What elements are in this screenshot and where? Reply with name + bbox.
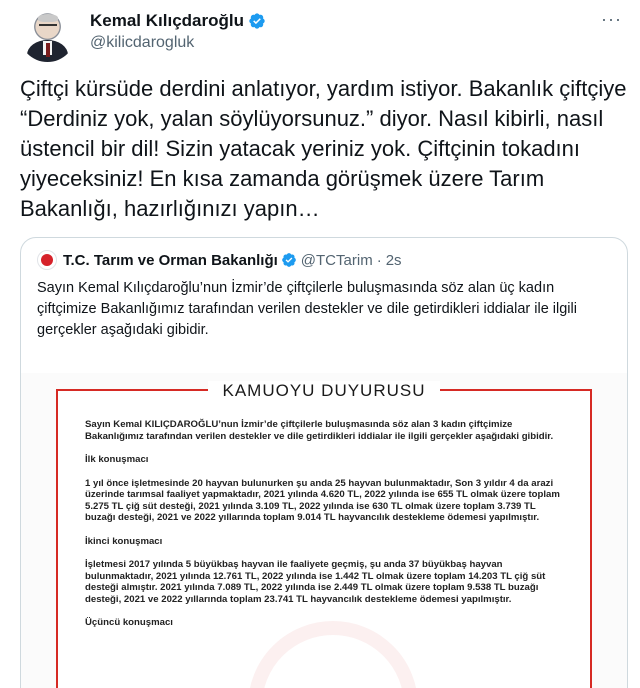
quoted-author-handle: @TCTarim — [300, 251, 373, 269]
quoted-tweet-header — [37, 250, 402, 270]
quoted-author-avatar — [37, 250, 57, 270]
quoted-timestamp: 2s — [385, 251, 402, 269]
speaker-heading: İkinci konuşmacı — [85, 535, 163, 547]
author-avatar[interactable] — [19, 5, 76, 62]
announcement-body — [85, 419, 567, 641]
speaker-heading: İlk konuşmacı — [85, 454, 149, 465]
quoted-tweet[interactable] — [20, 237, 628, 688]
quoted-tweet-text: Sayın Kemal Kılıçdaroğlu’nun İzmir’de çiftçilerle buluşmasında söz alan üç kadın çiftçimize Bakanlığımız tarafından verilen destekler ve dile getirdikleri iddialar ile ilgili gerçekler aşağıdaki gibidir. — [37, 280, 577, 338]
author-name-row[interactable] — [90, 11, 266, 31]
speaker-heading: Üçüncü konuşmacı — [85, 617, 173, 628]
announcement-frame — [56, 381, 592, 688]
tweet-text: Çiftçi kürsüde derdini anlatıyor, yardım istiyor. Bakanlık çiftçiye “Derdiniz yok, yalan söylüyorsunuz.” diyor. Nasıl kibirli, nasıl üstencil bir dil! Sizin yatacak yeriniz yok. Çiftçinin tokadını yiyeceksiniz! En kısa zamanda görüşmek üzere Tarım Bakanlığı, hazırlığınızı yapın… — [20, 76, 627, 221]
verified-badge-icon — [248, 12, 266, 30]
quoted-author-name: T.C. Tarım ve Orman Bakanlığı — [63, 251, 278, 269]
announcement-intro: Sayın Kemal KILIÇDAROĞLU’nun İzmir’de çiftçilerle buluşmasında söz alan 3 kadın çiftçimize Bakanlığımız tarafından verilen destekler ve dile getirdikleri iddialar ile ilgili gerçekler aşağıdaki gibidir. — [85, 419, 554, 442]
speaker-text: 1 yıl önce işletmesinde 20 hayvan bulunurken şu anda 25 hayvan bulunmaktadır, Son 3 yıldır 4 da arazi üzerinde tarımsal faaliyet yapmaktadır, 2021 yılında 4.620 TL, 2022 yılında ise 655 TL olmak üzere toplam 5.275 TL çiğ süt desteği, 2021 yılında 3.109 TL, 2022 yılında ise 630 TL olmak üzere toplam 3.739 TL buzağı desteği, 2021 ve 2022 yıllarında toplam 9.014 TL hayvancılık destekleme ödemesi yapılmıştır. — [85, 477, 560, 523]
separator-dot: · — [376, 251, 382, 269]
announcement-title: KAMUOYU DUYURUSU — [208, 381, 439, 400]
announcement-image[interactable] — [21, 373, 627, 688]
author-handle[interactable]: @kilicdarogluk — [90, 34, 195, 51]
more-options-icon[interactable]: ··· — [601, 9, 622, 29]
verified-badge-icon — [281, 252, 297, 268]
author-name[interactable]: Kemal Kılıçdaroğlu — [90, 11, 244, 30]
speaker-text: İşletmesi 2017 yılında 5 büyükbaş hayvan ile faaliyete geçmiş, şu anda 37 büyükbaş hayvan bulunmaktadır, 2021 yılında 12.761 TL, 2022 yılında ise 1.442 TL olmak üzere toplam 14.203 TL çiğ süt desteği almıştır. 2021 yılında 7.089 TL, 2022 yılında ise 2.449 TL olmak üzere toplam 9.538 TL buzağı desteği, 2021 ve 2022 yıllarında toplam 23.741 TL hayvancılık destekleme ödemesi yapılmıştır. — [85, 559, 546, 605]
